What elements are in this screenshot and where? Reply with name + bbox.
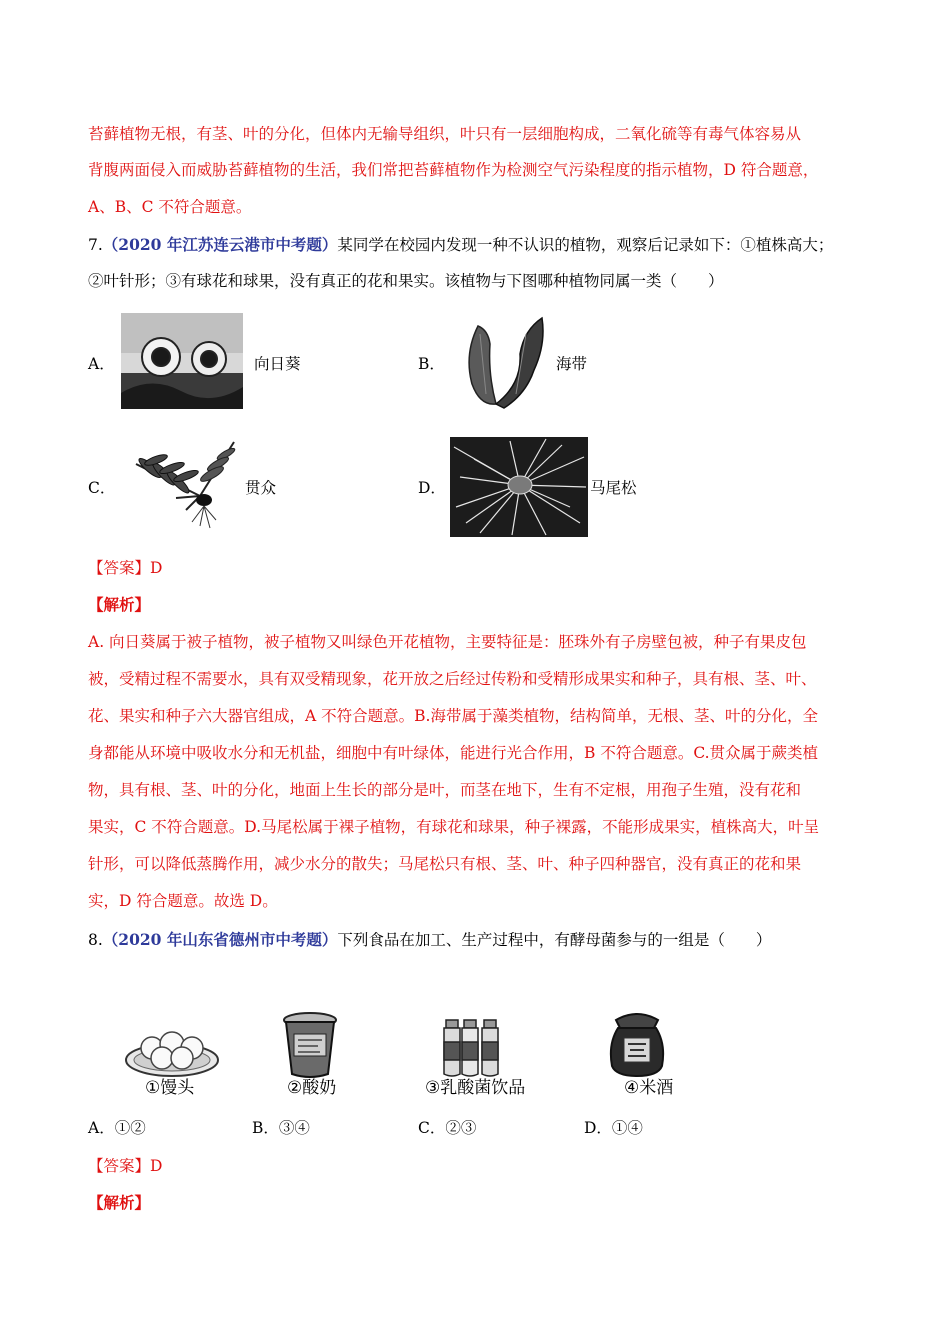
- intro-line-3: A、B、C 不符合题意。: [88, 198, 252, 216]
- q8-option-a: A．①②: [88, 1119, 146, 1137]
- q8-source: （2020 年山东省德州市中考题）: [102, 930, 338, 949]
- q7-option-a-letter: A．: [88, 355, 115, 373]
- caption-lactobacillus-drink: ③乳酸菌饮品: [425, 1078, 526, 1098]
- q7-option-d-label: 马尾松: [590, 479, 637, 497]
- kelp-image: [460, 314, 550, 410]
- q7-text-1: 某同学在校园内发现一种不认识的植物，观察后记录如下：①植株高大；: [337, 236, 834, 254]
- q7-analysis-line-5: 物，具有根、茎、叶的分化，地面上生长的部分是叶，而茎在地下，生有不定根，用孢子生殖，没有花和: [88, 781, 802, 799]
- q8-analysis-label: 【解析】: [88, 1193, 151, 1212]
- q7-analysis-line-6: 果实，C 不符合题意。D.马尾松属于裸子植物，有球花和球果，种子裸露，不能形成果实，植株高大，叶呈: [88, 818, 820, 836]
- q8-option-d: D．①④: [584, 1119, 643, 1137]
- q7-analysis-label: 【解析】: [88, 595, 151, 614]
- caption-rice-wine: ④米酒: [624, 1078, 674, 1098]
- q7-source: （2020 年江苏连云港市中考题）: [102, 235, 338, 254]
- q7-line-2: ②叶针形；③有球花和球果，没有真正的花和果实。该植物与下图哪种植物同属一类（ ）: [88, 272, 724, 290]
- pine-image: [450, 437, 588, 537]
- intro-line-1: 苔藓植物无根，有茎、叶的分化，但体内无输导组织，叶只有一层细胞构成，二氧化硫等有毒气体容易从: [88, 125, 802, 143]
- q8-answer: 【答案】D: [88, 1157, 163, 1175]
- q7-analysis-line-4: 身都能从环境中吸收水分和无机盐，细胞中有叶绿体，能进行光合作用，B 不符合题意。C.贯众属于蕨类植: [88, 744, 819, 762]
- q7-analysis-line-3: 花、果实和种子六大器官组成，A 不符合题意。B.海带属于藻类植物，结构简单，无根、茎、叶的分化，全: [88, 707, 818, 725]
- q7-number: 7.: [88, 236, 103, 254]
- q8-option-c: C．②③: [418, 1119, 477, 1137]
- steamed-bun-image: [124, 1016, 220, 1080]
- q7-option-a-label: 向日葵: [254, 355, 301, 373]
- q7-analysis-line-8: 实，D 符合题意。故选 D。: [88, 892, 278, 910]
- q8-option-b: B．③④: [252, 1119, 310, 1137]
- q7-option-c-label: 贯众: [245, 479, 277, 497]
- q7-option-d-letter: D．: [418, 479, 446, 497]
- caption-steamed-bun: ①馒头: [145, 1078, 195, 1098]
- rice-wine-image: [604, 1010, 670, 1080]
- q8-number: 8.: [88, 931, 103, 949]
- q7-option-c-letter: C．: [88, 479, 116, 497]
- yogurt-image: [282, 1012, 338, 1080]
- q7-analysis-line-7: 针形，可以降低蒸腾作用，减少水分的散失；马尾松只有根、茎、叶、种子四种器官，没有真正的花和果: [88, 855, 802, 873]
- caption-yogurt: ②酸奶: [287, 1078, 337, 1098]
- sunflower-image: [121, 313, 243, 409]
- q7-option-b-label: 海带: [556, 355, 588, 373]
- intro-line-2: 背腹两面侵入而威胁苔藓植物的生活，我们常把苔藓植物作为检测空气污染程度的指示植物，D 符合题意，: [88, 161, 819, 179]
- q7-line-1: [88, 235, 833, 255]
- q8-line-1: [88, 930, 771, 950]
- q8-text-1: 下列食品在加工、生产过程中，有酵母菌参与的一组是（ ）: [337, 931, 772, 949]
- fern-image: [116, 434, 240, 534]
- q7-analysis-line-1: A. 向日葵属于被子植物，被子植物又叫绿色开花植物，主要特征是：胚珠外有子房壁包被，种子有果皮包: [88, 633, 807, 651]
- q7-analysis-line-2: 被，受精过程不需要水，具有双受精现象，花开放之后经过传粉和受精形成果实和种子，具有根、茎、叶、: [88, 670, 817, 688]
- q7-option-b-letter: B．: [418, 355, 445, 373]
- q7-answer: 【答案】D: [88, 559, 163, 577]
- lactobacillus-drink-image: [440, 1016, 504, 1080]
